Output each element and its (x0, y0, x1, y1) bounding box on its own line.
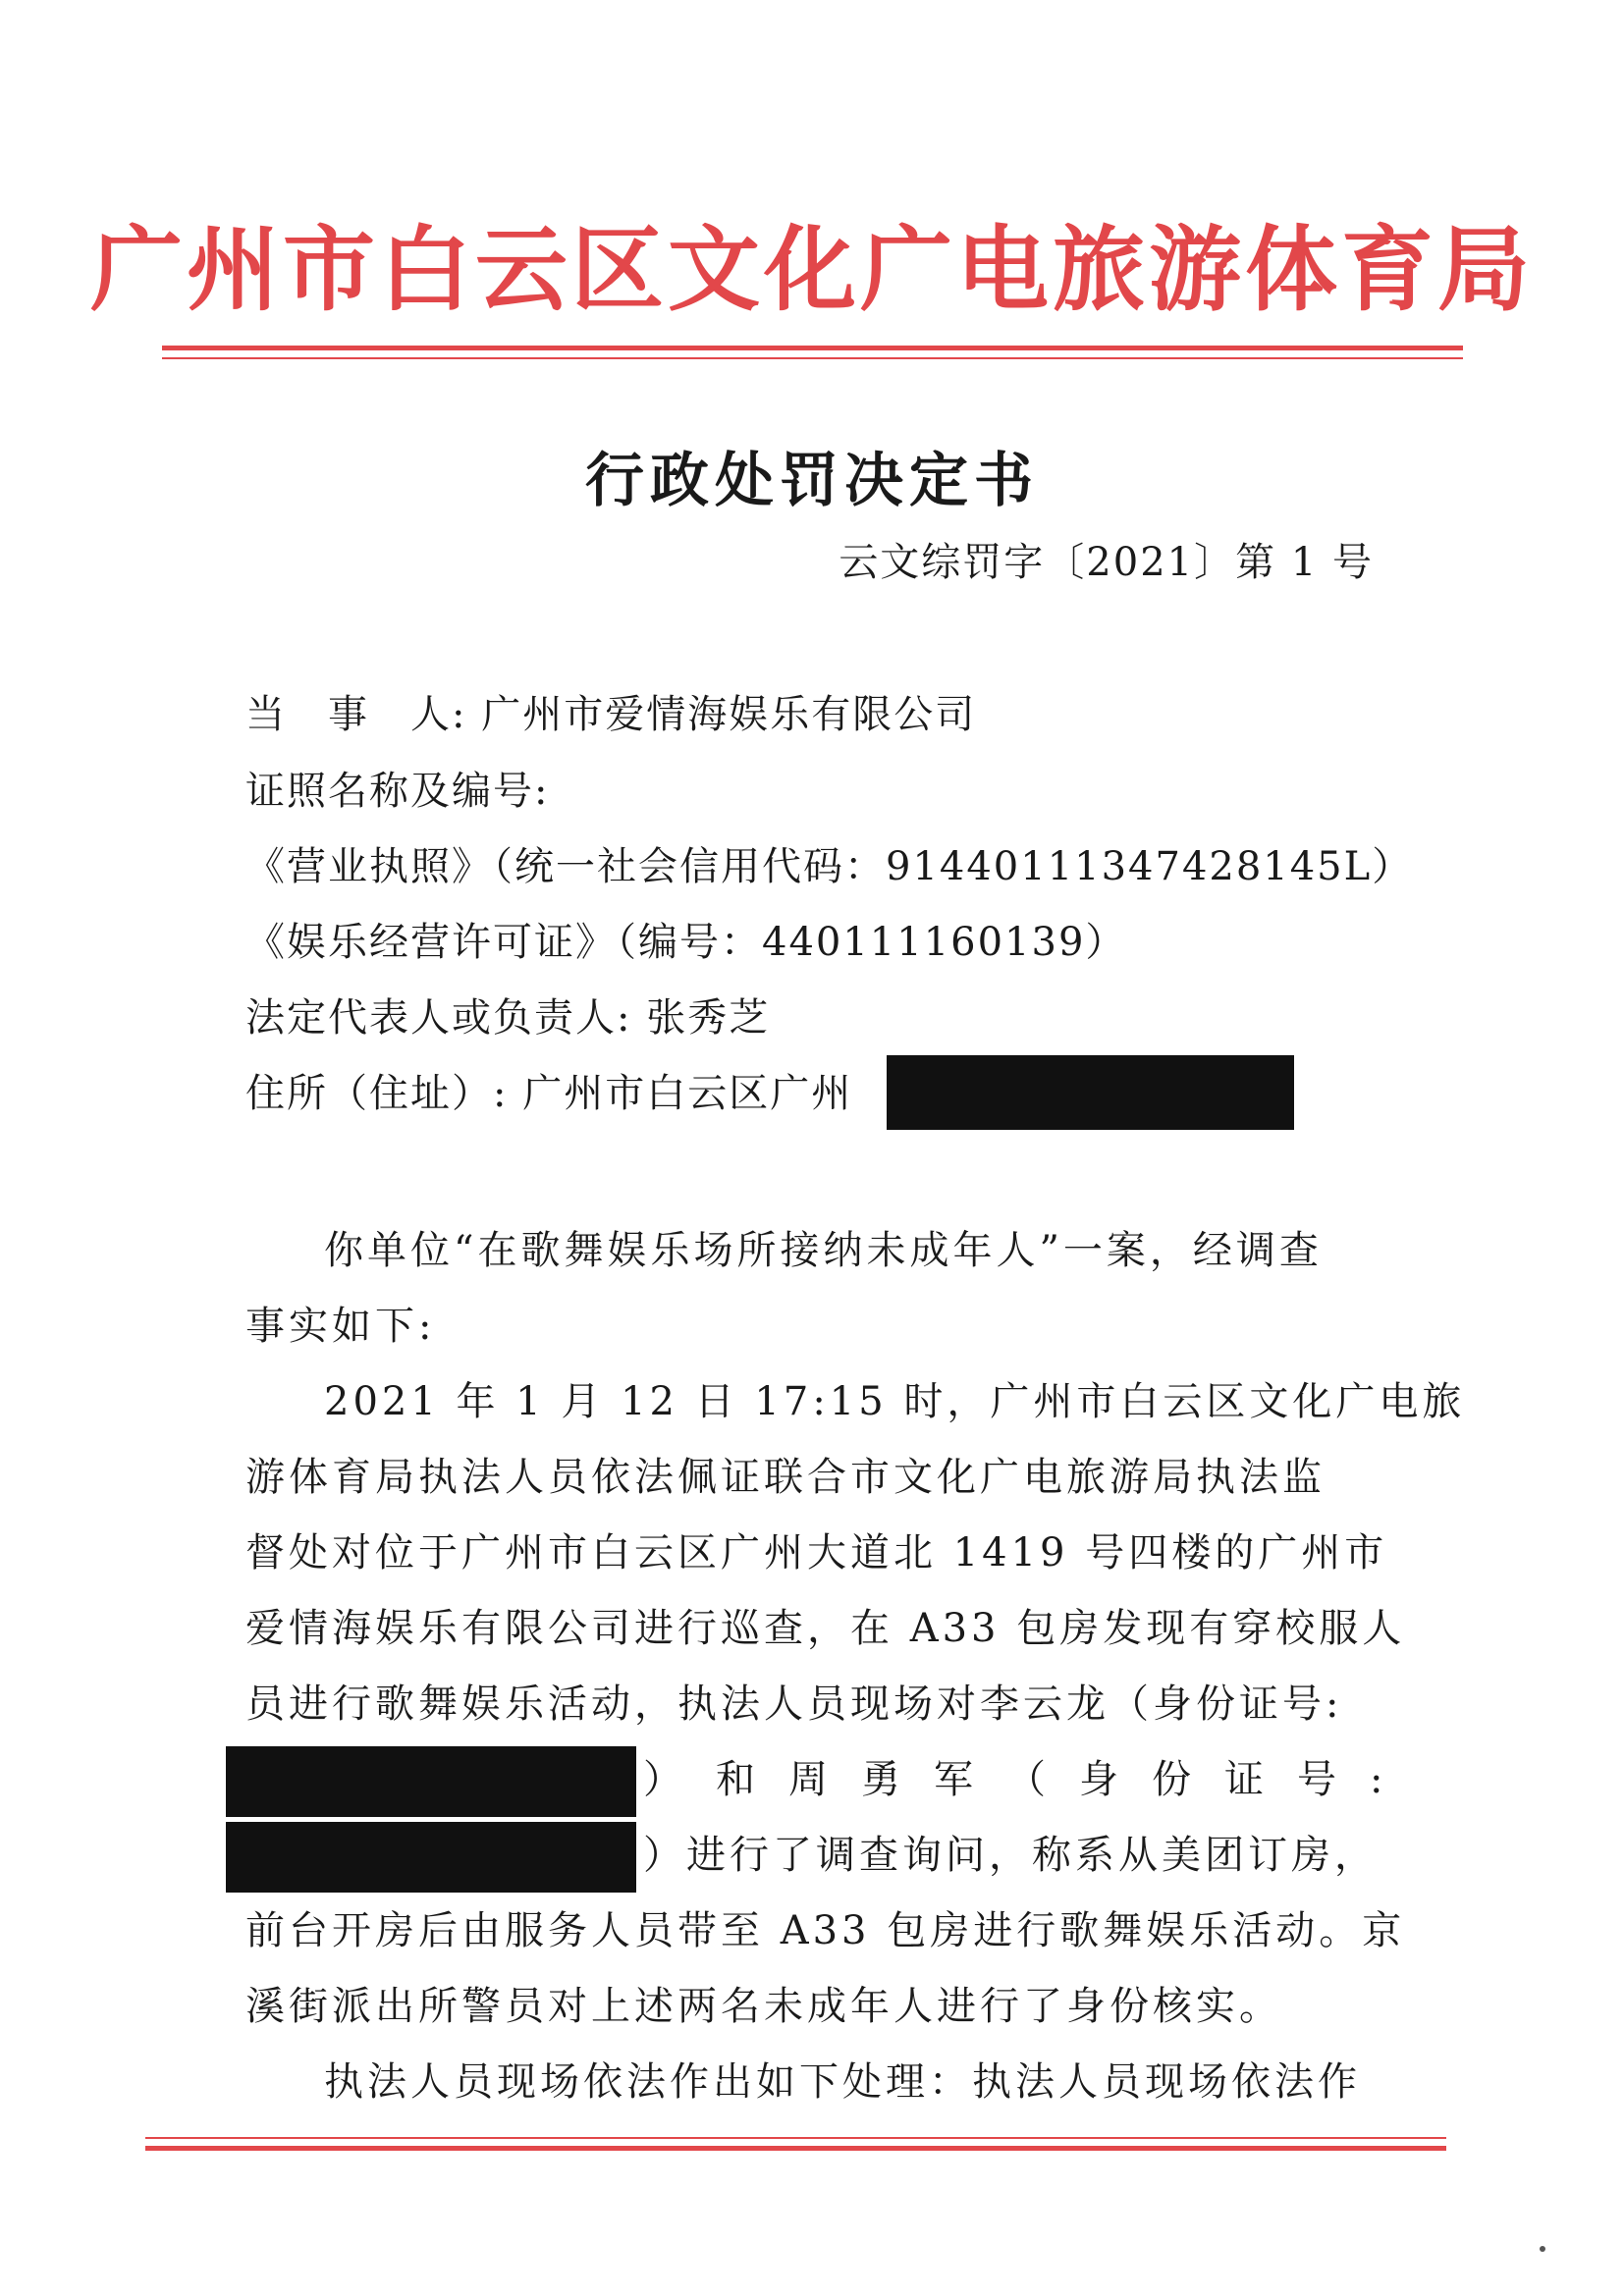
party-value: 广州市爱情海娱乐有限公司 (481, 692, 977, 737)
id-redaction-2 (226, 1822, 636, 1893)
paragraph-3-line-1: 执法人员现场依法作出如下处理：执法人员现场依法作 (324, 2059, 1361, 2105)
footer-rule-thin (145, 2137, 1446, 2139)
business-license: 《营业执照》（统一社会信用代码：91440111347428145L） (245, 844, 1414, 889)
paragraph-2-line-3: 督处对位于广州市白云区广州大道北 1419 号四楼的广州市 (245, 1530, 1388, 1575)
paragraph-2-line-5: 员进行歌舞娱乐活动，执法人员现场对李云龙（身份证号: (245, 1682, 1343, 1727)
party-line (245, 687, 976, 742)
header-rule-thick (162, 346, 1463, 350)
address-redaction (887, 1055, 1294, 1130)
license-heading: 证照名称及编号: (245, 769, 550, 814)
entertainment-license: 《娱乐经营许可证》（编号：440111160139） (245, 920, 1127, 965)
agency-letterhead: 广州市白云区文化广电旅游体育局 (89, 216, 1534, 324)
paragraph-2-line-8: 前台开房后由服务人员带至 A33 包房进行歌舞娱乐活动。京 (245, 1908, 1406, 1953)
rep-label: 法定代表人或负责人: (245, 995, 632, 1041)
id-redaction-1 (226, 1746, 636, 1817)
paragraph-1-line-1: 你单位“在歌舞娱乐场所接纳未成年人”一案，经调查 (324, 1228, 1323, 1273)
address-value: 广州市白云区广州 (522, 1071, 853, 1116)
paragraph-2-line-9: 溪街派出所警员对上述两名未成年人进行了身份核实。 (245, 1984, 1282, 2029)
page-mark (1540, 2246, 1545, 2252)
paragraph-2-line-7: ）进行了调查询问，称系从美团订房， (643, 1833, 1378, 1878)
party-label: 当 事 人: (245, 692, 467, 737)
rep-value: 张秀芝 (646, 995, 771, 1041)
header-rule-thin (162, 357, 1463, 359)
paragraph-2-line-6: ）和周勇军（身份证号: (643, 1757, 1417, 1802)
address-label: 住所（住址）: (245, 1071, 509, 1116)
paragraph-2-line-2: 游体育局执法人员依法佩证联合市文化广电旅游局执法监 (245, 1455, 1326, 1500)
document-title: 行政处罚决定书 (585, 447, 1039, 515)
paragraph-2-line-4: 爱情海娱乐有限公司进行巡查，在 A33 包房发现有穿校服人 (245, 1606, 1406, 1651)
footer-rule-thick (145, 2146, 1446, 2151)
document-number: 云文综罚字〔2021〕第 1 号 (839, 540, 1374, 585)
legal-representative-line (245, 990, 770, 1045)
address-line (245, 1066, 852, 1121)
paragraph-1-line-2: 事实如下: (245, 1304, 436, 1349)
paragraph-2-line-1: 2021 年 1 月 12 日 17:15 时，广州市白云区文化广电旅 (324, 1379, 1466, 1424)
